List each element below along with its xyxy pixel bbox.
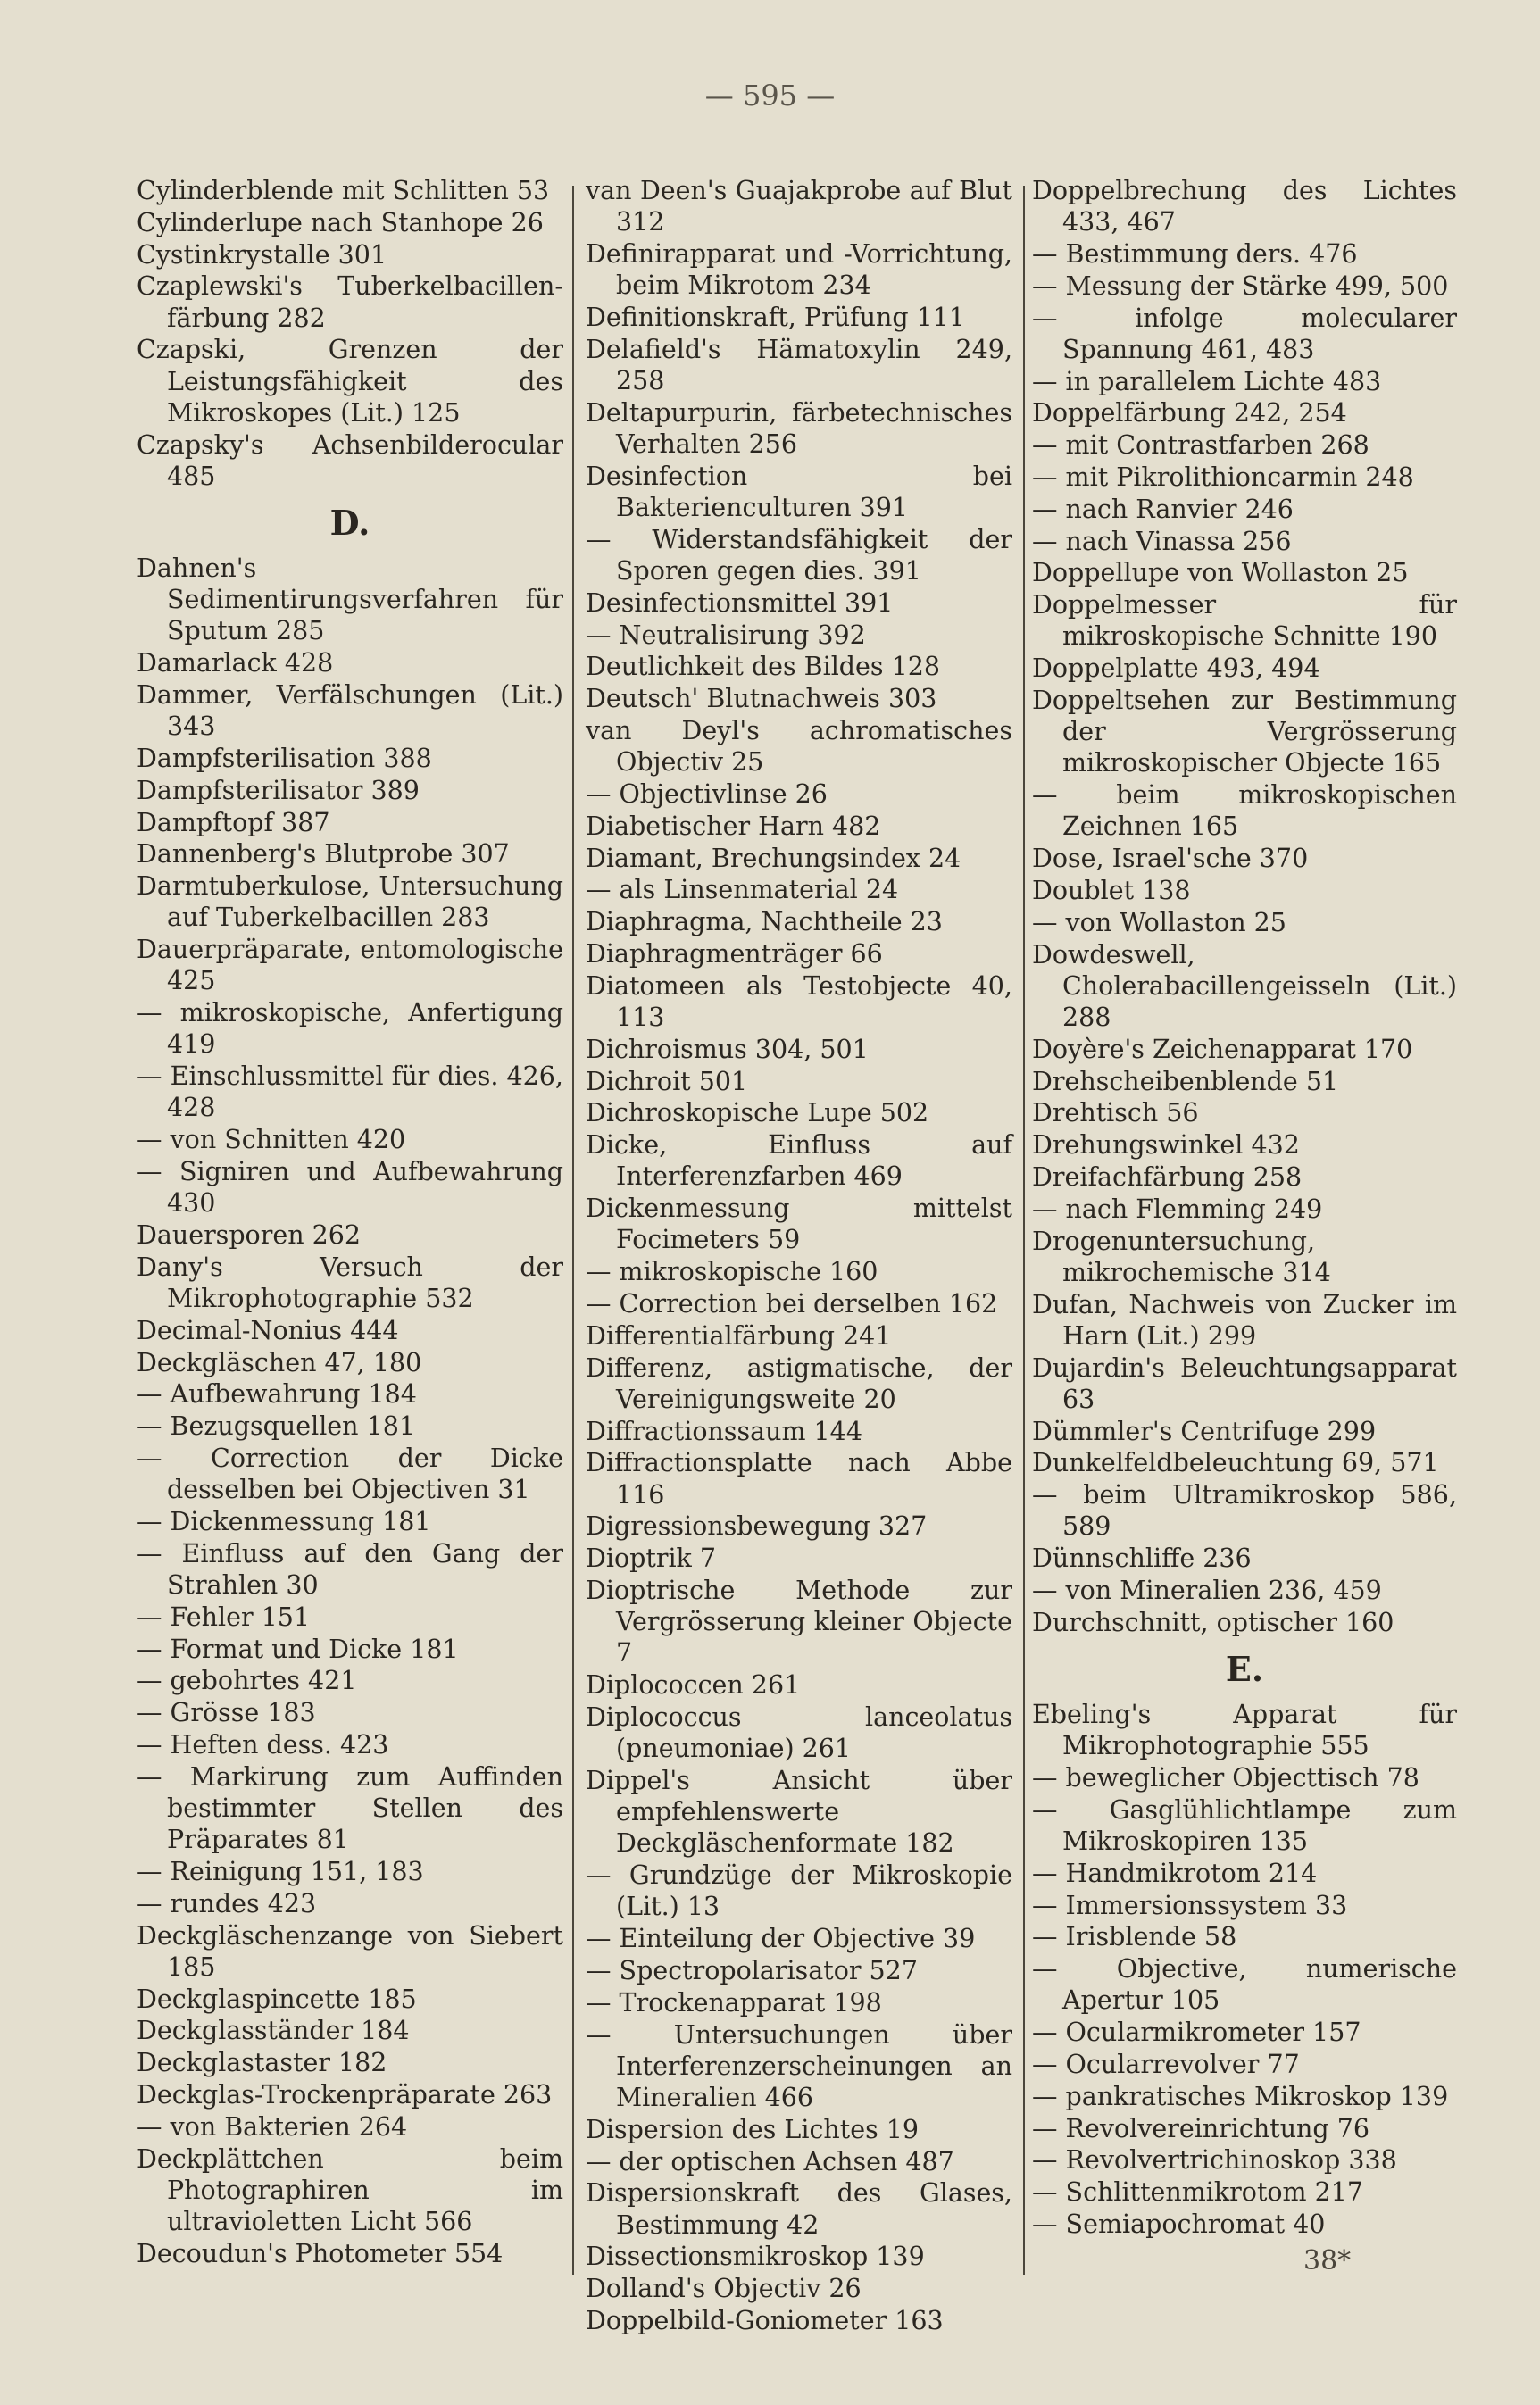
index-entry: Dichroit 501 — [586, 1066, 748, 1096]
index-entry: Deckplättchen beim Photographiren im ultravioletten Licht 566 — [137, 2143, 563, 2236]
index-entry: — nach Vinassa 256 — [1032, 526, 1292, 556]
column-divider — [1023, 186, 1025, 2275]
index-entry: Cylinderlupe nach Stanhope 26 — [137, 207, 544, 237]
index-entry: Dammer, Verfälschungen (Lit.) 343 — [137, 680, 563, 742]
index-entry: — Grundzüge der Mikroskopie (Lit.) 13 — [586, 1860, 1012, 1922]
index-entry: van Deen's Guajakprobe auf Blut 312 — [586, 176, 1012, 237]
index-entry: Dowdeswell, Cholerabacillengeisseln (Lit.) 288 — [1032, 939, 1457, 1032]
index-entry: Dannenberg's Blutprobe 307 — [137, 839, 510, 870]
index-entry: — beim mikroskopischen Zeichnen 165 — [1032, 780, 1457, 842]
index-entry: Doppelbild-Goniometer 163 — [586, 2305, 944, 2335]
index-entry: — Ocularrevolver 77 — [1032, 2049, 1300, 2079]
index-entry: Deltapurpurin, färbetechnisches Verhalten 256 — [586, 397, 1012, 459]
index-entry: Dümmler's Centrifuge 299 — [1032, 1416, 1377, 1446]
index-entry: Doppellupe von Wollaston 25 — [1032, 558, 1409, 588]
index-entry: Diplococcus lanceolatus (pneumoniae) 261 — [586, 1702, 1012, 1764]
index-entry: Dünnschliffe 236 — [1032, 1544, 1252, 1574]
index-column-1 — [137, 175, 563, 2291]
index-entry: Cylinderblende mit Schlitten 53 — [137, 176, 550, 205]
index-entry: — mikroskopische, Anfertigung 419 — [137, 998, 563, 1060]
index-entry: Doyère's Zeichenapparat 170 — [1032, 1034, 1413, 1064]
index-entry: — Spectropolarisator 527 — [586, 1955, 918, 1985]
index-entry: — Bezugsquellen 181 — [137, 1411, 415, 1442]
index-entry: Dunkelfeldbeleuchtung 69, 571 — [1032, 1448, 1439, 1478]
index-entry: Dujardin's Beleuchtungsapparat 63 — [1032, 1352, 1457, 1414]
index-entry: Dampfsterilisation 388 — [137, 744, 432, 773]
index-entry: — pankratisches Mikroskop 139 — [1032, 2081, 1449, 2111]
index-entry: — Correction bei derselben 162 — [586, 1288, 998, 1319]
index-entry: — Einfluss auf den Gang der Strahlen 30 — [137, 1538, 563, 1600]
index-entry: Dissectionsmikroskop 139 — [586, 2242, 925, 2272]
index-entry: Dauersporen 262 — [137, 1219, 362, 1250]
index-entry: — Messung der Stärke 499, 500 — [1032, 270, 1449, 301]
index-entry: Decimal-Nonius 444 — [137, 1315, 399, 1345]
index-entry: Doppelbrechung des Lichtes 433, 467 — [1032, 176, 1457, 237]
index-entry: — mit Contrastfarben 268 — [1032, 430, 1369, 461]
index-entry: Differenz, astigmatische, der Vereinigungsweite 20 — [586, 1352, 1012, 1414]
index-entry: Dauerpräparate, entomologische 425 — [137, 935, 563, 996]
index-entry: Drogenuntersuchung, mikrochemische 314 — [1032, 1226, 1331, 1287]
index-entry: Doppelplatte 493, 494 — [1032, 653, 1320, 684]
index-entry: van Deyl's achromatisches Objectiv 25 — [586, 715, 1012, 778]
index-entry: — Einschlussmittel für dies. 426, 428 — [137, 1061, 563, 1123]
index-entry: Definirapparat und -Vorrichtung, beim Mikrotom 234 — [586, 239, 1012, 301]
index-entry: Damarlack 428 — [137, 648, 334, 678]
index-entry: Deckglaspincette 185 — [137, 1984, 417, 2014]
index-entry: — Reinigung 151, 183 — [137, 1856, 424, 1886]
index-entry: — infolge molecularer Spannung 461, 483 — [1032, 303, 1457, 364]
index-entry: — Trockenapparat 198 — [586, 1987, 882, 2018]
index-entry: Ebeling's Apparat für Mikrophotographie 555 — [1032, 1699, 1457, 1761]
section-heading: D. — [329, 503, 370, 543]
index-entry: — mit Pikrolithioncarmin 248 — [1032, 462, 1414, 492]
index-entry: Doublet 138 — [1032, 875, 1191, 905]
index-entry: — nach Flemming 249 — [1032, 1194, 1323, 1224]
index-entry: — Fehler 151 — [137, 1602, 311, 1632]
index-entry: Dioptrik 7 — [586, 1544, 717, 1574]
index-entry: Dickenmessung mittelst Focimeters 59 — [586, 1194, 1012, 1255]
index-entry: Dany's Versuch der Mikrophotographie 532 — [137, 1252, 563, 1313]
index-entry: Dufan, Nachweis von Zucker im Harn (Lit.) 299 — [1032, 1289, 1457, 1351]
index-entry: — Ocularmikrometer 157 — [1032, 2018, 1361, 2048]
index-entry: Dolland's Objectiv 26 — [586, 2274, 862, 2304]
index-entry: — der optischen Achsen 487 — [586, 2146, 954, 2176]
index-entry: — Grösse 183 — [137, 1698, 316, 1728]
index-column-3 — [1032, 175, 1457, 2291]
index-entry: Deckglasständer 184 — [137, 2016, 410, 2046]
index-entry: Dreifachfärbung 258 — [1032, 1161, 1303, 1192]
index-entry: Czaplewski's Tuberkelbacillen-färbung 282 — [137, 271, 563, 333]
index-entry: Czapski, Grenzen der Leistungsfähigkeit des Mikroskopes (Lit.) 125 — [137, 335, 563, 428]
index-entry: — Correction der Dicke desselben bei Objectiven 31 — [137, 1443, 563, 1505]
index-entry: — Semiapochromat 40 — [1032, 2209, 1326, 2239]
sheet-signature: 38* — [1303, 2245, 1352, 2276]
index-entry: — in parallelem Lichte 483 — [1032, 366, 1382, 396]
index-entry: Durchschnitt, optischer 160 — [1032, 1607, 1394, 1637]
index-entry: Dippel's Ansicht über empfehlenswerte Deckgläschenformate 182 — [586, 1765, 1012, 1859]
index-entry: Diabetischer Harn 482 — [586, 811, 881, 841]
index-entry: — Einteilung der Objective 39 — [586, 1924, 976, 1954]
index-entry: Doppelmesser für mikroskopische Schnitte 190 — [1032, 590, 1457, 652]
index-entry: Drehtisch 56 — [1032, 1098, 1199, 1128]
index-entry: — gebohrtes 421 — [137, 1666, 357, 1696]
index-entry: — Revolvereinrichtung 76 — [1032, 2113, 1369, 2143]
index-entry: — Revolvertrichinoskop 338 — [1032, 2145, 1397, 2176]
index-entry: Dampfsterilisator 389 — [137, 775, 420, 805]
index-entry: Diaphragma, Nachtheile 23 — [586, 907, 943, 937]
index-entry: — Irisblende 58 — [1032, 1922, 1237, 1952]
index-entry: — Handmikrotom 214 — [1032, 1858, 1318, 1888]
index-entry: Dose, Israel'sche 370 — [1032, 844, 1309, 874]
index-entry: Dispersion des Lichtes 19 — [586, 2114, 920, 2144]
column-divider — [572, 186, 574, 2275]
index-entry: Deckgläschen 47, 180 — [137, 1347, 422, 1377]
index-entry: Desinfectionsmittel 391 — [586, 587, 894, 618]
index-entry: Decoudun's Photometer 554 — [137, 2238, 504, 2268]
index-entry: Definitionskraft, Prüfung 111 — [586, 303, 966, 332]
index-entry: — Neutralisirung 392 — [586, 620, 866, 650]
index-entry: Darmtuberkulose, Untersuchung auf Tuberkelbacillen 283 — [137, 871, 563, 933]
index-entry: Dahnen's Sedimentirungsverfahren für Sputum 285 — [137, 553, 563, 646]
index-entry: Desinfection bei Bakterienculturen 391 — [586, 461, 1012, 522]
index-column-2 — [586, 175, 1012, 2335]
index-entry: Drehscheibenblende 51 — [1032, 1066, 1339, 1096]
index-entry: Doppeltsehen zur Bestimmung der Vergrösserung mikroskopischer Objecte 165 — [1032, 685, 1457, 778]
index-entry: Czapsky's Achsenbilderocular 485 — [137, 429, 563, 491]
index-entry: Diatomeen als Testobjecte 40, 113 — [586, 970, 1012, 1032]
index-entry: Diaphragmenträger 66 — [586, 938, 883, 969]
index-entry: Dioptrische Methode zur Vergrösserung kleiner Objecte 7 — [586, 1575, 1012, 1669]
page-number: — 595 — — [704, 79, 836, 112]
index-entry: — Schlittenmikrotom 217 — [1032, 2177, 1364, 2208]
index-entry: Deckglastaster 182 — [137, 2048, 387, 2078]
index-entry: Dichroskopische Lupe 502 — [586, 1098, 929, 1128]
index-entry: — von Wollaston 25 — [1032, 907, 1286, 937]
index-entry: Diffractionsplatte nach Abbe 116 — [586, 1448, 1012, 1510]
index-entry: — von Bakterien 264 — [137, 2111, 408, 2142]
index-entry: Deckgläschenzange von Siebert 185 — [137, 1920, 563, 1982]
index-entry: — von Mineralien 236, 459 — [1032, 1575, 1382, 1605]
index-entry: — Signiren und Aufbewahrung 430 — [137, 1156, 563, 1219]
index-entry: Differentialfärbung 241 — [586, 1320, 892, 1351]
index-entry: — Objective, numerische Apertur 105 — [1032, 1954, 1457, 2016]
index-entry: Dampftopf 387 — [137, 807, 330, 837]
index-entry: — Untersuchungen über Interferenzerscheinungen an Mineralien 466 — [586, 2019, 1012, 2112]
index-entry: Digressionsbewegung 327 — [586, 1511, 928, 1542]
index-entry: — beweglicher Objecttisch 78 — [1032, 1762, 1419, 1793]
index-entry: Delafield's Hämatoxylin 249, 258 — [586, 334, 1012, 395]
index-entry: Cystinkrystalle 301 — [137, 239, 387, 270]
index-entry: — Objectivlinse 26 — [586, 778, 828, 809]
index-entry: Dichroismus 304, 501 — [586, 1034, 869, 1064]
index-entry: Doppelfärbung 242, 254 — [1032, 398, 1347, 429]
index-entry: Dicke, Einfluss auf Interferenzfarben 469 — [586, 1130, 1012, 1192]
index-entry: — nach Ranvier 246 — [1032, 494, 1294, 524]
index-entry: Deutsch' Blutnachweis 303 — [586, 684, 937, 714]
index-entry: — Gasglühlichtlampe zum Mikroskopiren 135 — [1032, 1794, 1457, 1856]
index-entry: Deutlichkeit des Bildes 128 — [586, 652, 940, 682]
index-entry: — Widerstandsfähigkeit der Sporen gegen dies. 391 — [586, 524, 1012, 586]
index-entry: — Format und Dicke 181 — [137, 1634, 459, 1664]
index-entry: — rundes 423 — [137, 1888, 317, 1918]
index-entry: — mikroskopische 160 — [586, 1257, 878, 1287]
index-entry: Diamant, Brechungsindex 24 — [586, 843, 961, 873]
section-heading: E. — [1225, 1648, 1264, 1689]
index-entry: Diffractionssaum 144 — [586, 1416, 862, 1446]
index-entry: — als Linsenmaterial 24 — [586, 875, 899, 905]
index-entry: — Heften dess. 423 — [137, 1729, 389, 1760]
index-entry: — von Schnitten 420 — [137, 1125, 406, 1155]
index-entry: Deckglas-Trockenpräparate 263 — [137, 2079, 553, 2110]
index-entry: — Aufbewahrung 184 — [137, 1379, 417, 1410]
index-entry: — beim Ultramikroskop 586, 589 — [1032, 1480, 1457, 1542]
index-entry: Drehungswinkel 432 — [1032, 1130, 1300, 1161]
index-entry: — Dickenmessung 181 — [137, 1506, 431, 1536]
index-entry: — Immersionssystem 33 — [1032, 1890, 1348, 1920]
index-entry: Dispersionskraft des Glases, Bestimmung 42 — [586, 2178, 1012, 2240]
index-entry: Diplococcen 261 — [586, 1670, 801, 1701]
index-entry: — Bestimmung ders. 476 — [1032, 239, 1358, 269]
index-entry: — Markirung zum Auffinden bestimmter Stellen des Präparates 81 — [137, 1761, 563, 1855]
